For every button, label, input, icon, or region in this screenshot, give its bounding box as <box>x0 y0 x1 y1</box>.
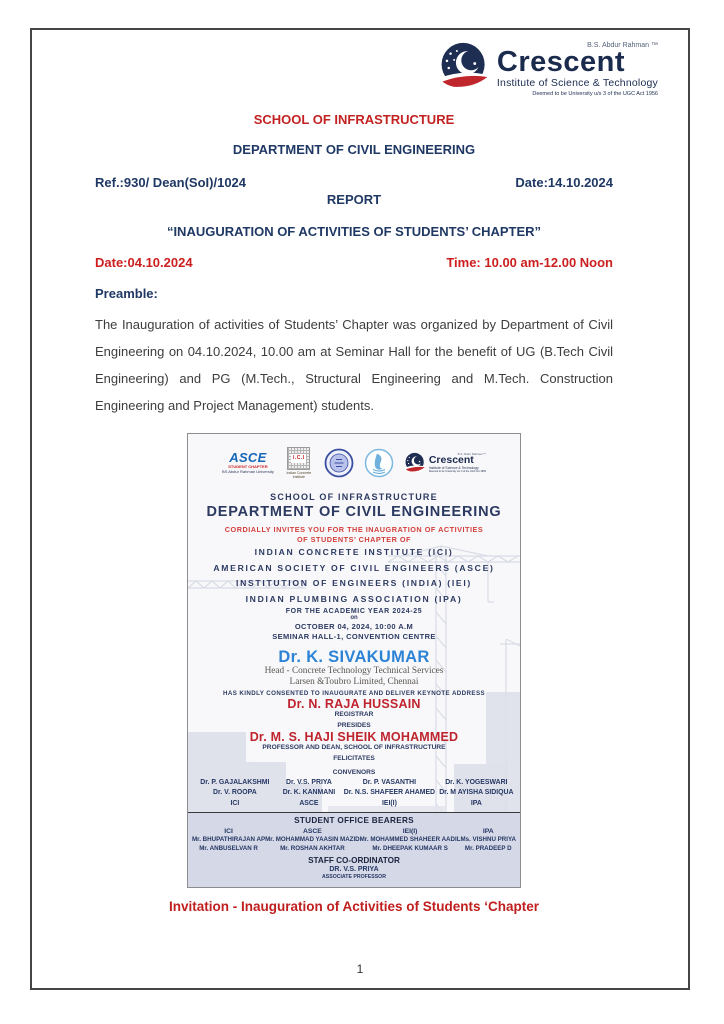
iei-seal-icon <box>324 448 354 478</box>
chapter-item-iei: INSTITUTION OF ENGINEERS (INDIA) (IEI) <box>236 578 472 588</box>
bearer-name: Mr. MOHAMMED SHAHEER AADIL <box>359 836 461 843</box>
convenor-name: Dr. V.S. PRIYA <box>285 779 332 786</box>
bearer-name: Mr. MOHAMMAD YAASIN MAZID <box>265 836 360 843</box>
chief-guest-name: Dr. K. SIVAKUMAR <box>278 648 430 666</box>
logo-text <box>497 40 658 97</box>
convenor-column-ici <box>193 778 277 807</box>
crescent-emblem-small-icon <box>404 452 426 475</box>
ici-logo-mark <box>287 447 310 470</box>
convenor-name: Dr. V. ROOPA <box>213 789 257 796</box>
ici-logo-text: I.C.I <box>293 455 305 461</box>
presides-label: PRESIDES <box>337 722 371 729</box>
event-time: Time: 10.00 am-12.00 Noon <box>446 255 613 270</box>
poster-invite-line1: CORDIALLY INVITES YOU FOR THE INAUGRATION OF ACTIVITIES <box>224 525 484 534</box>
poster-school-heading: SCHOOL OF INFRASTRUCTURE <box>270 492 438 502</box>
bearer-column-iei <box>360 827 461 853</box>
poster-event-datetime: OCTOBER 04, 2024, 10:00 A.M <box>294 622 414 631</box>
convenor-column-ipa <box>438 778 515 807</box>
on-label: on <box>350 615 358 621</box>
poster-container <box>95 433 613 888</box>
report-title: “INAUGURATION OF ACTIVITIES OF STUDENTS’ CHAPTER” <box>166 224 542 239</box>
chief-guest-note: HAS KINDLY CONSENTED TO INAUGURATE AND DELIVER KEYNOTE ADDRESS <box>222 690 485 697</box>
bearer-column-ipa <box>461 827 517 853</box>
logo-trademark: B.S. Abdur Rahman ™ <box>587 42 658 49</box>
page-number: 1 <box>356 962 364 976</box>
crescent-small-trademark: B.S. Abdur Rahman ™ <box>457 451 486 456</box>
invitation-poster <box>187 433 521 888</box>
logo-tagline: Deemed to be University u/s 3 of the UGC Act 1956 <box>532 91 658 97</box>
poster-invite-line2: OF STUDENTS’ CHAPTER OF <box>296 535 412 544</box>
chapter-item-ipa: INDIAN PLUMBING ASSOCIATION (IPA) <box>245 593 463 604</box>
crescent-emblem-icon <box>438 40 490 96</box>
chapter-item-ici: INDIAN CONCRETE INSTITUTE (ICI) <box>254 547 454 557</box>
reference-row <box>95 175 613 190</box>
convenors-grid <box>188 778 520 812</box>
crescent-small-subtitle: Institute of Science & Technology <box>428 465 479 470</box>
convenor-org: IEI(I) <box>381 800 397 807</box>
convenor-name: Dr. P. GAJALAKSHMI <box>200 779 270 786</box>
reference-date: Date:14.10.2024 <box>515 175 613 190</box>
office-bearers-grid <box>192 827 516 853</box>
asce-student-chapter-label: STUDENT CHAPTER <box>228 464 268 470</box>
convenor-org: ASCE <box>299 800 319 807</box>
poster-department-heading: DEPARTMENT OF CIVIL ENGINEERING <box>206 504 502 520</box>
convenor-org: ICI <box>230 800 240 807</box>
crescent-small-name: Crescent <box>428 453 474 466</box>
crescent-logo-small-text <box>429 452 486 474</box>
poster-caption: Invitation - Inauguration of Activities of Students ‘Chapter <box>168 899 539 914</box>
bearer-name: Mr. BHUPATHIRAJAN AP <box>192 836 266 843</box>
poster-venue: SEMINAR HALL-1, CONVENTION CENTRE <box>272 632 436 641</box>
bearer-name: Ms. VISHNU PRIYA <box>460 836 516 843</box>
ici-logo-caption: Indian Concrete Institute <box>286 471 312 479</box>
logo-subtitle: Institute of Science & Technology <box>496 77 658 89</box>
bearer-name: Mr. PRADEEP D <box>464 844 512 852</box>
chief-guest-designation1: Head - Concrete Technology Technical Services <box>264 666 444 676</box>
convenor-org: IPA <box>470 800 482 807</box>
bearer-name: Mr. ANBUSELVAN R <box>199 844 258 852</box>
bearer-column-asce <box>265 827 360 853</box>
event-date: Date:04.10.2024 <box>95 255 193 270</box>
convenor-name: Dr. P. VASANTHI <box>362 779 417 786</box>
convenor-name: Dr. K. YOGESWARI <box>445 779 508 786</box>
event-datetime-row <box>95 255 613 270</box>
convenor-name: Dr. N.S. SHAFEER AHAMED <box>343 789 436 796</box>
crescent-logo-small <box>404 452 486 475</box>
dean-name: Dr. M. S. HAJI SHEIK MOHAMMED <box>249 730 459 744</box>
staff-coordinator-designation: ASSOCIATE PROFESSOR <box>322 874 386 880</box>
bearer-org: IEI(I) <box>402 828 418 835</box>
bearer-column-ici <box>192 827 265 853</box>
staff-coordinator-heading: STAFF CO-ORDINATOR <box>308 856 400 865</box>
convenors-heading: CONVENORS <box>332 769 376 776</box>
bearer-org: ASCE <box>302 828 322 835</box>
convenor-column-iei <box>341 778 438 807</box>
presider-name: Dr. N. RAJA HUSSAIN <box>287 697 421 711</box>
report-label: REPORT <box>326 192 382 207</box>
staff-coordinator-name: DR. V.S. PRIYA <box>329 866 379 873</box>
institute-logo <box>438 40 658 97</box>
school-heading: SCHOOL OF INFRASTRUCTURE <box>253 112 455 127</box>
bearer-org: IPA <box>482 828 494 835</box>
document-page <box>30 28 690 990</box>
chief-guest-designation2: Larsen &Toubro Limited, Chennai <box>289 676 419 687</box>
department-heading: DEPARTMENT OF CIVIL ENGINEERING <box>232 142 476 157</box>
poster-content <box>188 434 520 887</box>
logo-name: Crescent <box>496 46 626 78</box>
bearer-name: Mr. ROSHAN AKHTAR <box>280 844 345 852</box>
bearer-name: Mr. DHEEPAK KUMAAR S <box>372 844 448 852</box>
asce-university-label: BS Abdur Rahman University <box>222 469 274 475</box>
ici-logo <box>284 447 314 479</box>
academic-year-line: FOR THE ACADEMIC YEAR 2024-25 <box>285 608 423 615</box>
convenor-name: Dr. M AYISHA SIDIQUA <box>439 789 514 796</box>
preamble-paragraph: The Inauguration of activities of Students’ Chapter was organized by Department of Civil Engineering on 04.10.2024, 10.00 am at Seminar Hall for the benefit of UG (B.Tech Civil Engineering) and PG (M.Tech., Structural Engineering and M.Tech. Construction Engineering and Project Management) students. <box>95 317 613 413</box>
presider-designation: REGISTRAR <box>334 711 374 718</box>
convenor-column-asce <box>277 778 341 807</box>
poster-logos-row <box>188 440 520 486</box>
dean-designation: PROFESSOR AND DEAN, SCHOOL OF INFRASTRUCTURE <box>262 744 446 751</box>
poster-chapter-list <box>188 545 520 607</box>
document-body <box>32 112 688 914</box>
poster-invite-lines <box>188 525 520 545</box>
ipa-logo-icon <box>364 448 394 478</box>
office-bearers-section <box>188 812 520 887</box>
bearer-org: ICI <box>224 828 233 835</box>
felicitates-label: FELICITATES <box>333 755 375 762</box>
convenor-name: Dr. K. KANMANI <box>282 789 336 796</box>
crescent-small-tagline: Deemed to be University u/s 3 of the UGC Act 1956 <box>428 470 486 473</box>
preamble-heading: Preamble: <box>95 286 158 301</box>
chapter-item-asce: AMERICAN SOCIETY OF CIVIL ENGINEERS (ASCE) <box>213 562 495 573</box>
reference-number: Ref.:930/ Dean(SoI)/1024 <box>95 175 247 190</box>
office-bearers-heading: STUDENT OFFICE BEARERS <box>294 816 414 825</box>
asce-logo-text: ASCE <box>229 450 267 466</box>
asce-logo <box>222 451 274 475</box>
